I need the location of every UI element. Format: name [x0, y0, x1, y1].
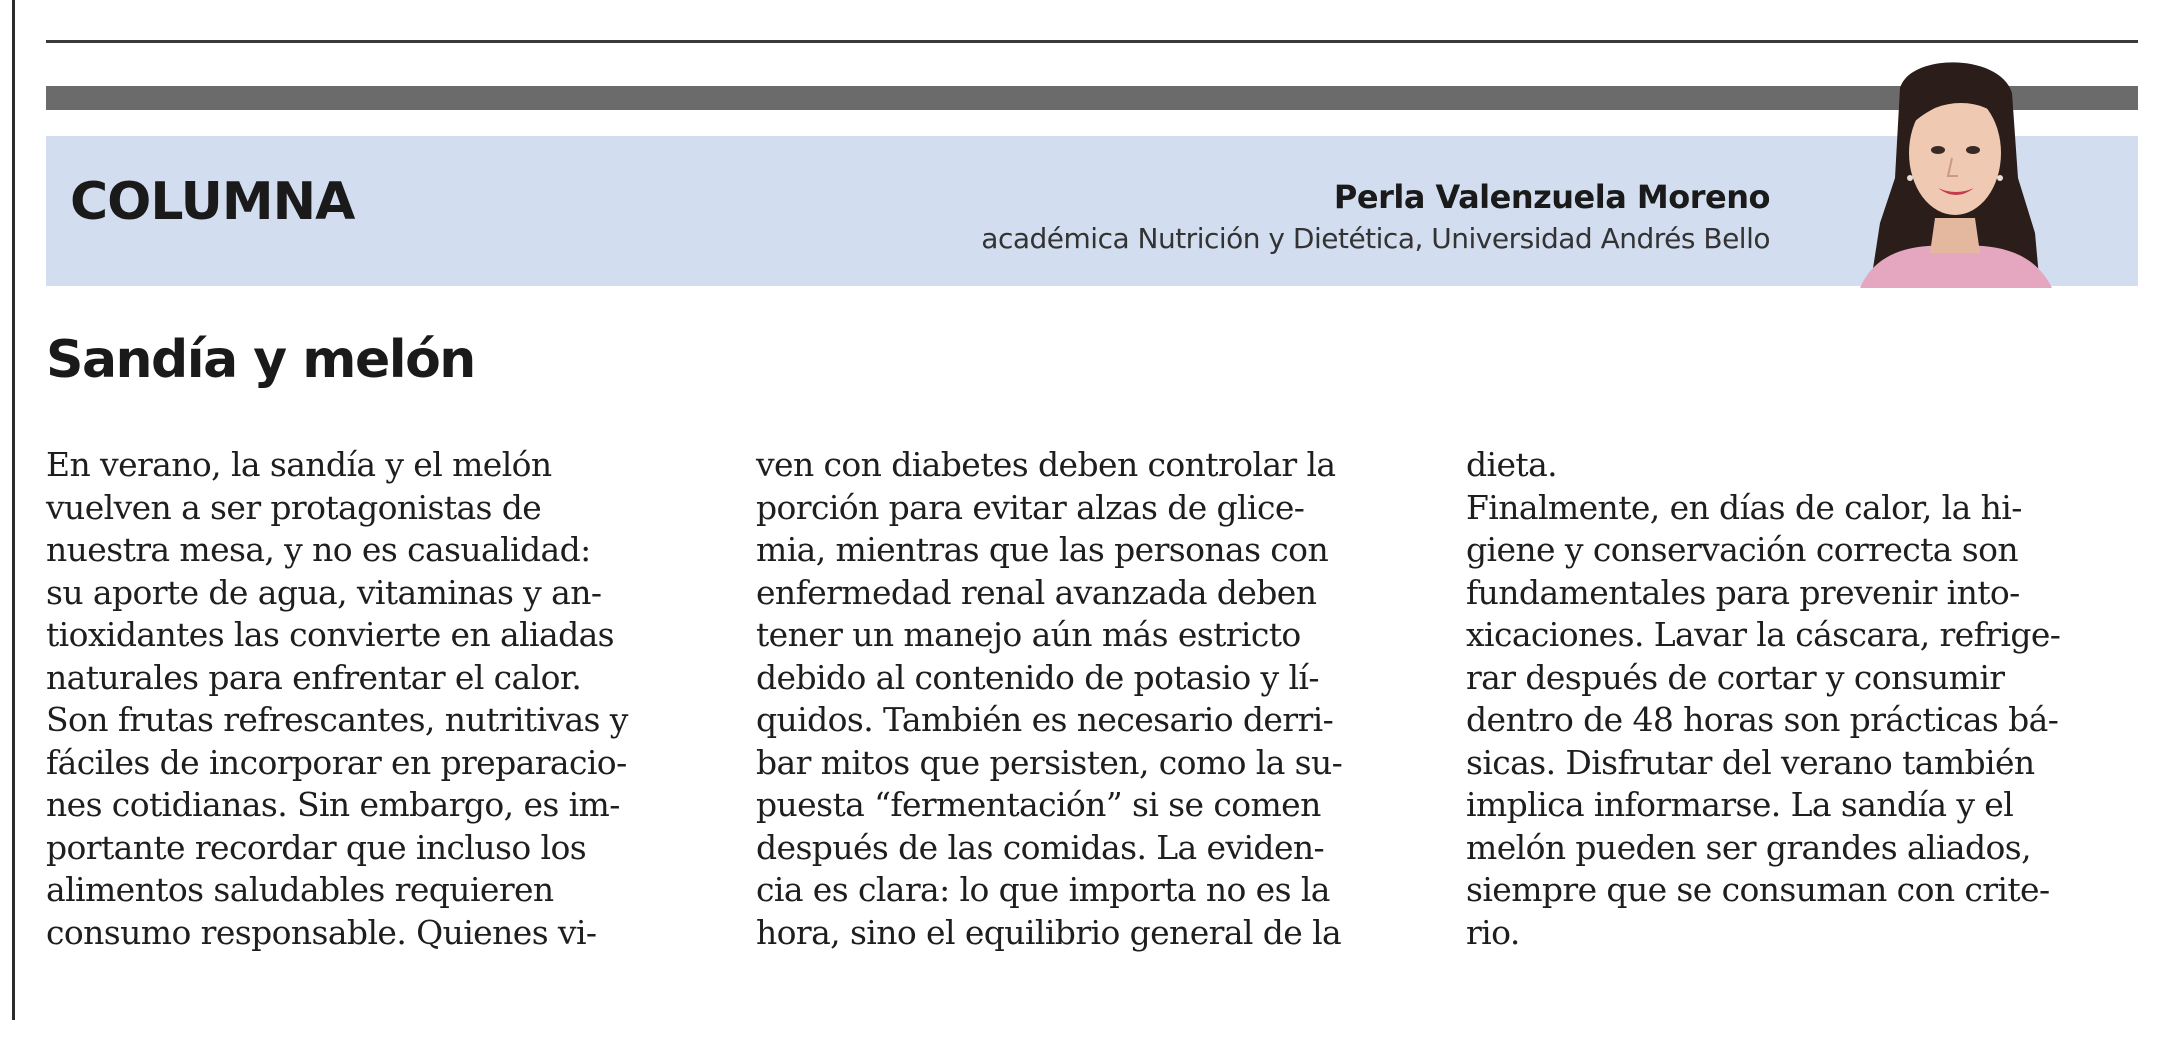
text-line: después de las comidas. La eviden- [756, 827, 1325, 867]
text-line: mia, mientras que las personas con [756, 530, 1329, 569]
author-name: Perla Valenzuela Moreno [1333, 178, 1770, 216]
text-line: giene y conservación correcta son [1466, 530, 2019, 569]
text-line: bar mitos que persisten, como la su- [756, 742, 1343, 782]
text-line: sicas. Disfrutar del verano también [1466, 742, 2035, 782]
column-header-band [46, 136, 2138, 286]
text-line: fáciles de incorporar en preparacio- [46, 742, 627, 782]
author-portrait-photo [1840, 48, 2070, 288]
text-line: su aporte de agua, vitaminas y an- [46, 572, 602, 612]
text-line: dieta. [1466, 445, 1558, 484]
text-line: melón pueden ser grandes aliados, [1466, 827, 2031, 867]
text-line: naturales para enfrentar el calor. [46, 657, 582, 697]
text-line: debido al contenido de potasio y lí- [756, 657, 1319, 697]
text-line: portante recordar que incluso los [46, 827, 587, 867]
text-line: implica informarse. La sandía y el [1466, 785, 2014, 824]
text-line: consumo responsable. Quienes vi- [46, 912, 597, 952]
text-line: dentro de 48 horas son prácticas bá- [1466, 700, 2059, 739]
text-line: vuelven a ser protagonistas de [46, 487, 542, 527]
text-line: nuestra mesa, y no es casualidad: [46, 530, 591, 569]
page-left-rule [12, 0, 15, 1020]
text-line: ven con diabetes deben controlar la [756, 445, 1336, 484]
top-divider-rule [46, 40, 2138, 43]
article-column-1 [46, 444, 706, 954]
text-line: tioxidantes las convierte en aliadas [46, 615, 615, 654]
text-line: tener un manejo aún más estricto [756, 615, 1301, 654]
text-line: rio. [1466, 912, 1520, 952]
text-line: cia es clara: lo que importa no es la [756, 870, 1330, 909]
author-role: académica Nutrición y Dietética, Universidad Andrés Bello [981, 222, 1770, 255]
text-line: xicaciones. Lavar la cáscara, refrige- [1466, 615, 2061, 654]
text-line: fundamentales para prevenir into- [1466, 572, 2020, 612]
text-line: nes cotidianas. Sin embargo, es im- [46, 785, 620, 824]
text-line: rar después de cortar y consumir [1466, 657, 2005, 697]
text-line: Son frutas refrescantes, nutritivas y [46, 700, 628, 739]
text-line: porción para evitar alzas de glice- [756, 487, 1305, 527]
article-column-3 [1466, 444, 2126, 954]
article-column-2 [756, 444, 1416, 954]
text-line: hora, sino el equilibrio general de la [756, 912, 1342, 952]
text-line: quidos. También es necesario derri- [756, 700, 1334, 739]
text-line: puesta “fermentación” si se comen [756, 785, 1321, 824]
section-gray-bar [46, 86, 2138, 110]
text-line: Finalmente, en días de calor, la hi- [1466, 487, 2022, 527]
text-line: alimentos saludables requieren [46, 870, 554, 909]
text-line: enfermedad renal avanzada deben [756, 572, 1317, 612]
article-headline: Sandía y melón [46, 330, 475, 390]
text-line: En verano, la sandía y el melón [46, 445, 552, 484]
section-label: COLUMNA [70, 172, 355, 232]
text-line: siempre que se consuman con crite- [1466, 870, 2050, 909]
